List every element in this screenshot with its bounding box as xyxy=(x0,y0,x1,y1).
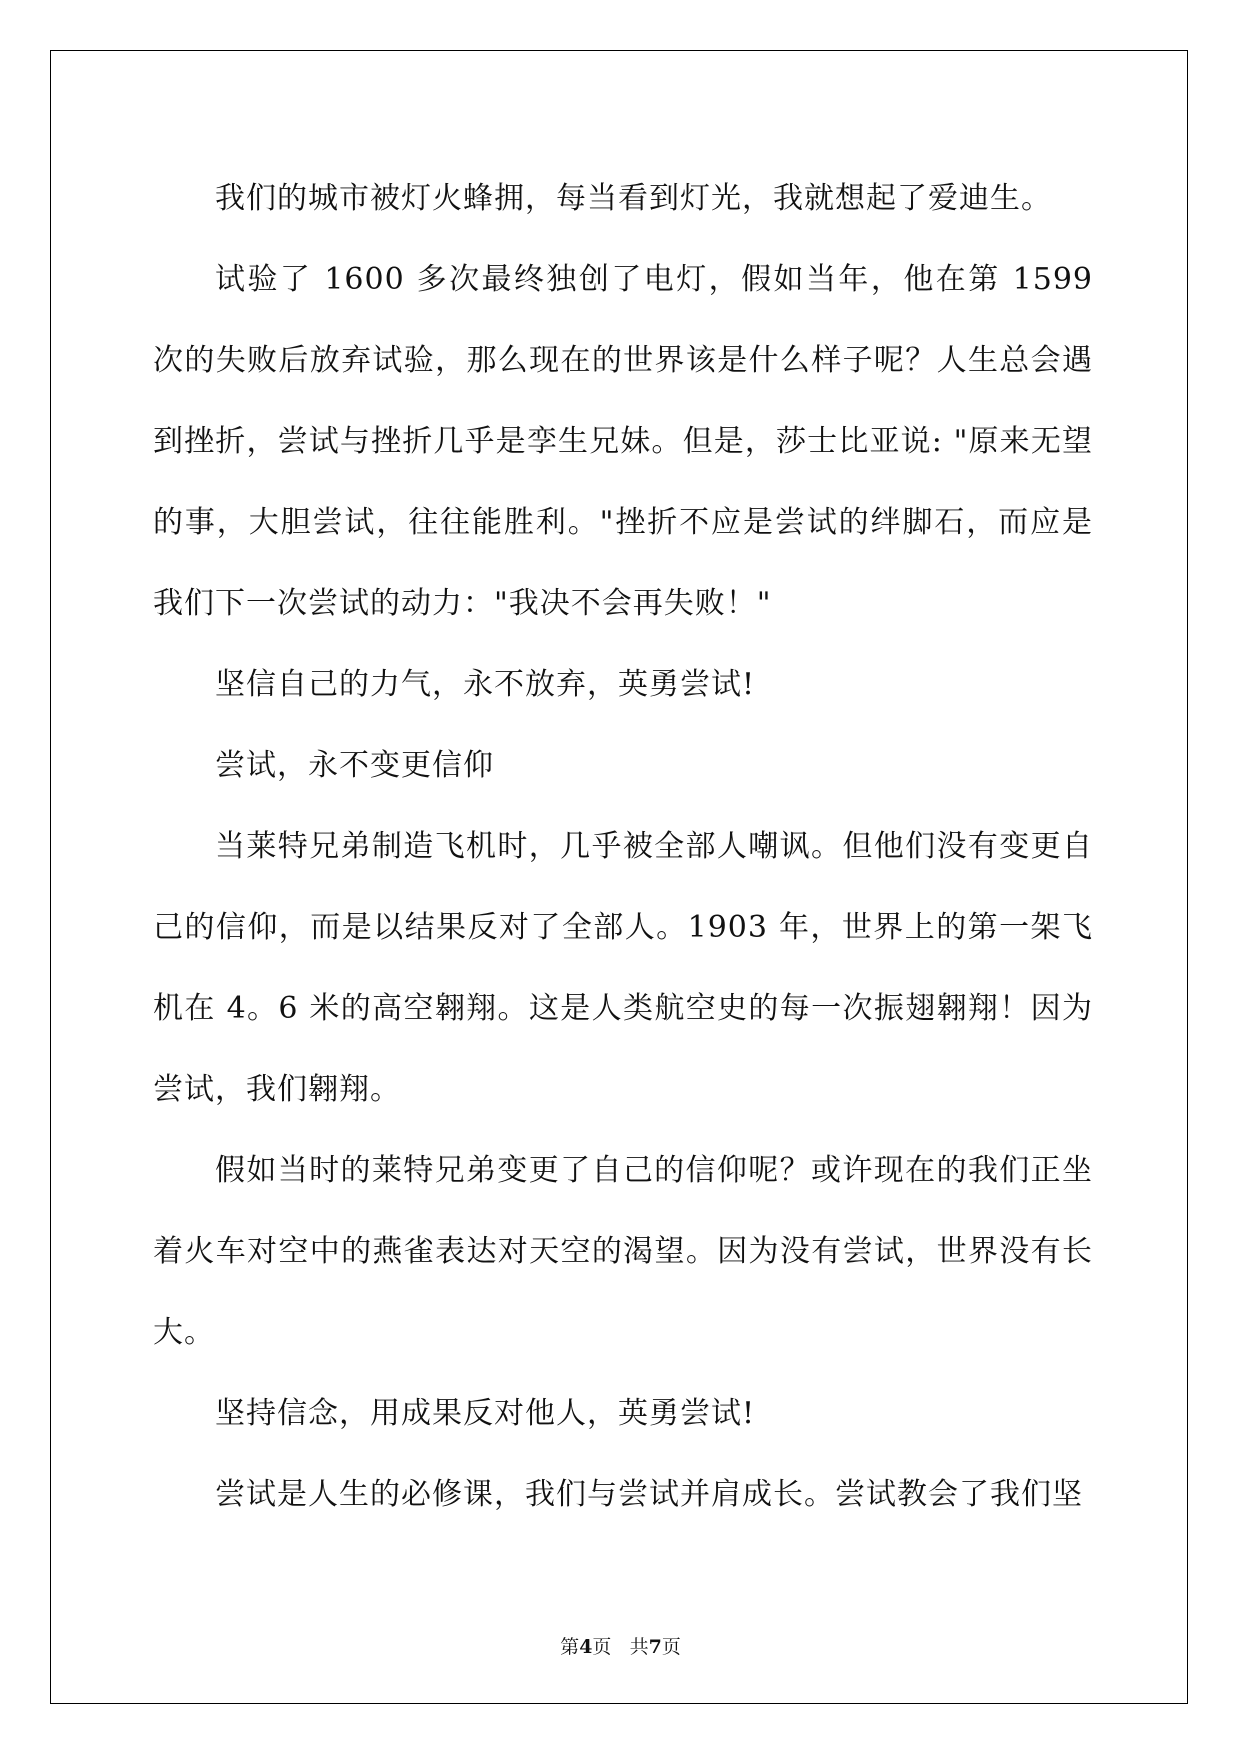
page-suffix: 页 xyxy=(592,1636,612,1658)
paragraph-1: 我们的城市被灯火蜂拥，每当看到灯光，我就想起了爱迪生。 xyxy=(215,181,1052,216)
paragraph-5: 当莱特兄弟制造飞机时，几乎被全部人嘲讽。但他们没有变更自己的信仰，而是以结果反对了全部人。1903 年，世界上的第一架飞机在 4。6 米的高空翱翔。这是人类航空史的每一次振翅翱翔！因为尝试，我们翱翔。 xyxy=(153,829,1093,1107)
total-prefix: 共 xyxy=(629,1636,649,1658)
paragraph-4-heading: 尝试，永不变更信仰 xyxy=(215,748,494,783)
paragraph-8: 尝试是人生的必修课，我们与尝试并肩成长。尝试教会了我们坚 xyxy=(215,1477,1083,1512)
total-pages: 7 xyxy=(648,1636,662,1658)
total-suffix: 页 xyxy=(661,1636,681,1658)
paragraph-2: 试验了 1600 多次最终独创了电灯，假如当年，他在第 1599 次的失败后放弃试验，那么现在的世界该是什么样子呢？人生总会遇到挫折，尝试与挫折几乎是孪生兄妹。但是，莎士比亚说: "原来无望的事，大胆尝试，往往能胜利。"挫折不应是尝试的绊脚石，而应是我们下一次尝试的动力："我决不会再失败！" xyxy=(153,262,1093,621)
page-prefix: 第 xyxy=(560,1636,580,1658)
page-number: 4 xyxy=(579,1636,593,1658)
paragraph-3: 坚信自己的力气，永不放弃，英勇尝试! xyxy=(215,667,756,702)
paragraph-6: 假如当时的莱特兄弟变更了自己的信仰呢？或许现在的我们正坐着火车对空中的燕雀表达对天空的渴望。因为没有尝试，世界没有长大。 xyxy=(153,1153,1093,1350)
document-body xyxy=(153,158,1093,1535)
page-footer xyxy=(0,1632,1241,1659)
paragraph-7: 坚持信念，用成果反对他人，英勇尝试! xyxy=(215,1396,756,1431)
